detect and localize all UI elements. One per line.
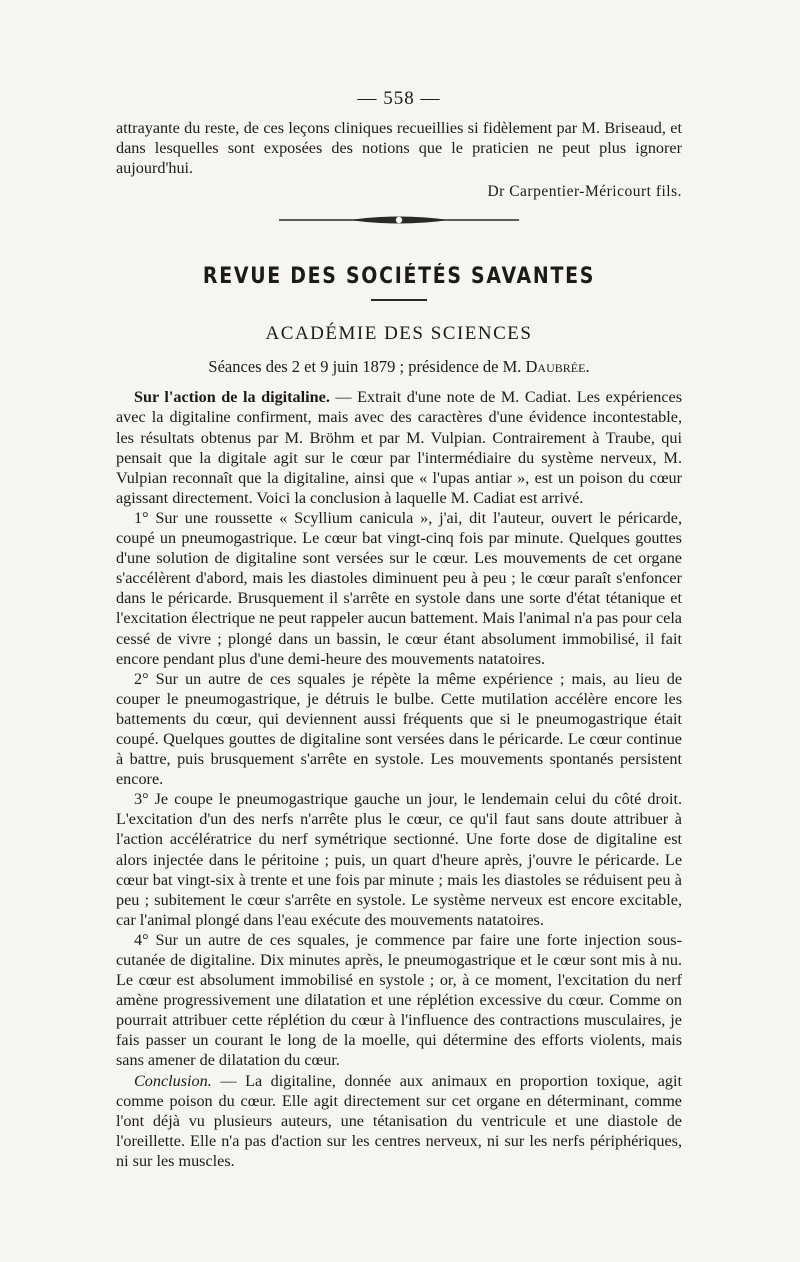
article-conclusion	[116, 1071, 682, 1171]
article-title: Sur l'action de la digitaline.	[134, 388, 330, 407]
page-number: — 558 —	[357, 88, 441, 109]
page	[116, 88, 682, 1171]
conclusion-text: — La digitaline, donnée aux animaux en proportion toxique, agit comme poison du cœur. Elle agit directement sur cet organe en déterminant, comme l'ont déjà vu plusieurs auteurs, une tétanisation du ventricule et une diastole de l'oreillette. Elle n'a pas d'action sur les centres nerveux, ni sur les nerfs périphériques, ni sur les muscles.	[116, 1071, 682, 1170]
rubric-heading: REVUE DES SOCIÉTÉS SAVANTES	[202, 264, 596, 290]
session-prefix: Séances des 2 et 9 juin 1879 ; présidence de M.	[208, 357, 526, 377]
signature: Dr Carpentier-Méricourt fils.	[487, 183, 682, 201]
article-intro	[116, 387, 682, 508]
article-paragraph-4: 4° Sur un autre de ces squales, je commence par faire une forte injection sous-cutanée de digitaline. Dix minutes après, le pneumogastrique et le cœur sont mis à nu. Le cœur est absolument immobilisé en systole ; or, à ce moment, l'excitation du nerf amène progressivement une dilatation et une réplétion excessive du cœur. Comme on pourrait attribuer cette réplétion du cœur à l'influence des contractions musculaires, je fais passer un courant le long de la moelle, qui détermine des efforts violents, mais sans amener de dilatation du cœur.	[116, 930, 682, 1070]
review-continuation: attrayante du reste, de ces leçons cliniques recueillies si fidèlement par M. Briseaud, et dans lesquelles sont exposées des notions que le praticien ne peut plus ignorer aujourd'hui.	[116, 119, 682, 178]
session-suffix: .	[585, 357, 590, 377]
conclusion-label: Conclusion.	[134, 1071, 212, 1090]
short-rule	[371, 299, 427, 301]
article-paragraph-1: 1° Sur une roussette « Scyllium canicula », j'ai, dit l'auteur, ouvert le péricarde, coupé un pneumogastrique. Le cœur bat vingt-cinq fois par minute. Quelques gouttes d'une solution de digitaline sont versées sur le cœur. Les mouvements de cet organe s'accélèrent d'abord, mais les diastoles diminuent peu à peu ; le cœur paraît s'enfoncer dans le péricarde. Brusquement il s'arrête en systole dans une sorte d'état tétanique et l'excitation électrique ne peut rappeler aucun battement. Mais l'animal n'a pas pour cela cessé de vivre ; plongé dans un bassin, le cœur étant absolument immobilisé, il fait encore pendant plus d'une demi-heure des mouvements natatoires.	[116, 508, 682, 668]
section-title: ACADÉMIE DES SCIENCES	[265, 323, 533, 345]
ornamental-rule	[279, 214, 519, 226]
president-name: Daubrée	[525, 357, 586, 377]
article	[116, 387, 682, 1171]
article-paragraph-2: 2° Sur un autre de ces squales je répète la même expérience ; mais, au lieu de couper le pneumogastrique, je détruis le bulbe. Cette mutilation accélère encore les battements du cœur, qui deviennent aussi fréquents que si le pneumogastrique était coupé. Quelques gouttes de digitaline sont versées dans le péricarde. Le cœur continue à battre, puis brusquement s'arrête en systole. Les mouvements spontanés persistent encore.	[116, 669, 682, 789]
article-intro-text: — Extrait d'une note de M. Cadiat. Les expériences avec la digitaline confirment, mais avec des caractères d'une évidence incontestable, les résultats obtenus par M. Bröhm et par M. Vulpian. Contrairement à Traube, qui pensait que la digitale agit sur le cœur par l'intermédiaire du système nerveux, M. Vulpian reconnaît que la digitaline, ainsi que « l'upas antiar », est un poison du cœur agissant directement. Voici la conclusion à laquelle M. Cadiat est arrivé.	[116, 388, 682, 507]
session-line	[116, 357, 682, 377]
article-paragraph-3: 3° Je coupe le pneumogastrique gauche un jour, le lendemain celui du côté droit. L'excitation d'un des nerfs n'arrête plus le cœur, ce qu'il faut sans doute attribuer à l'action accélératrice du nerf symétrique sectionné. Une forte dose de digitaline est alors injectée dans le péritoine ; puis, un quart d'heure après, j'ouvre le péricarde. Le cœur bat vingt-six à trente et une fois par minute ; mais les diastoles se réduisent peu à peu ; subitement le cœur s'arrête en systole. Le système nerveux est encore excitable, car l'animal plongé dans l'eau exécute des mouvements natatoires.	[116, 790, 682, 929]
